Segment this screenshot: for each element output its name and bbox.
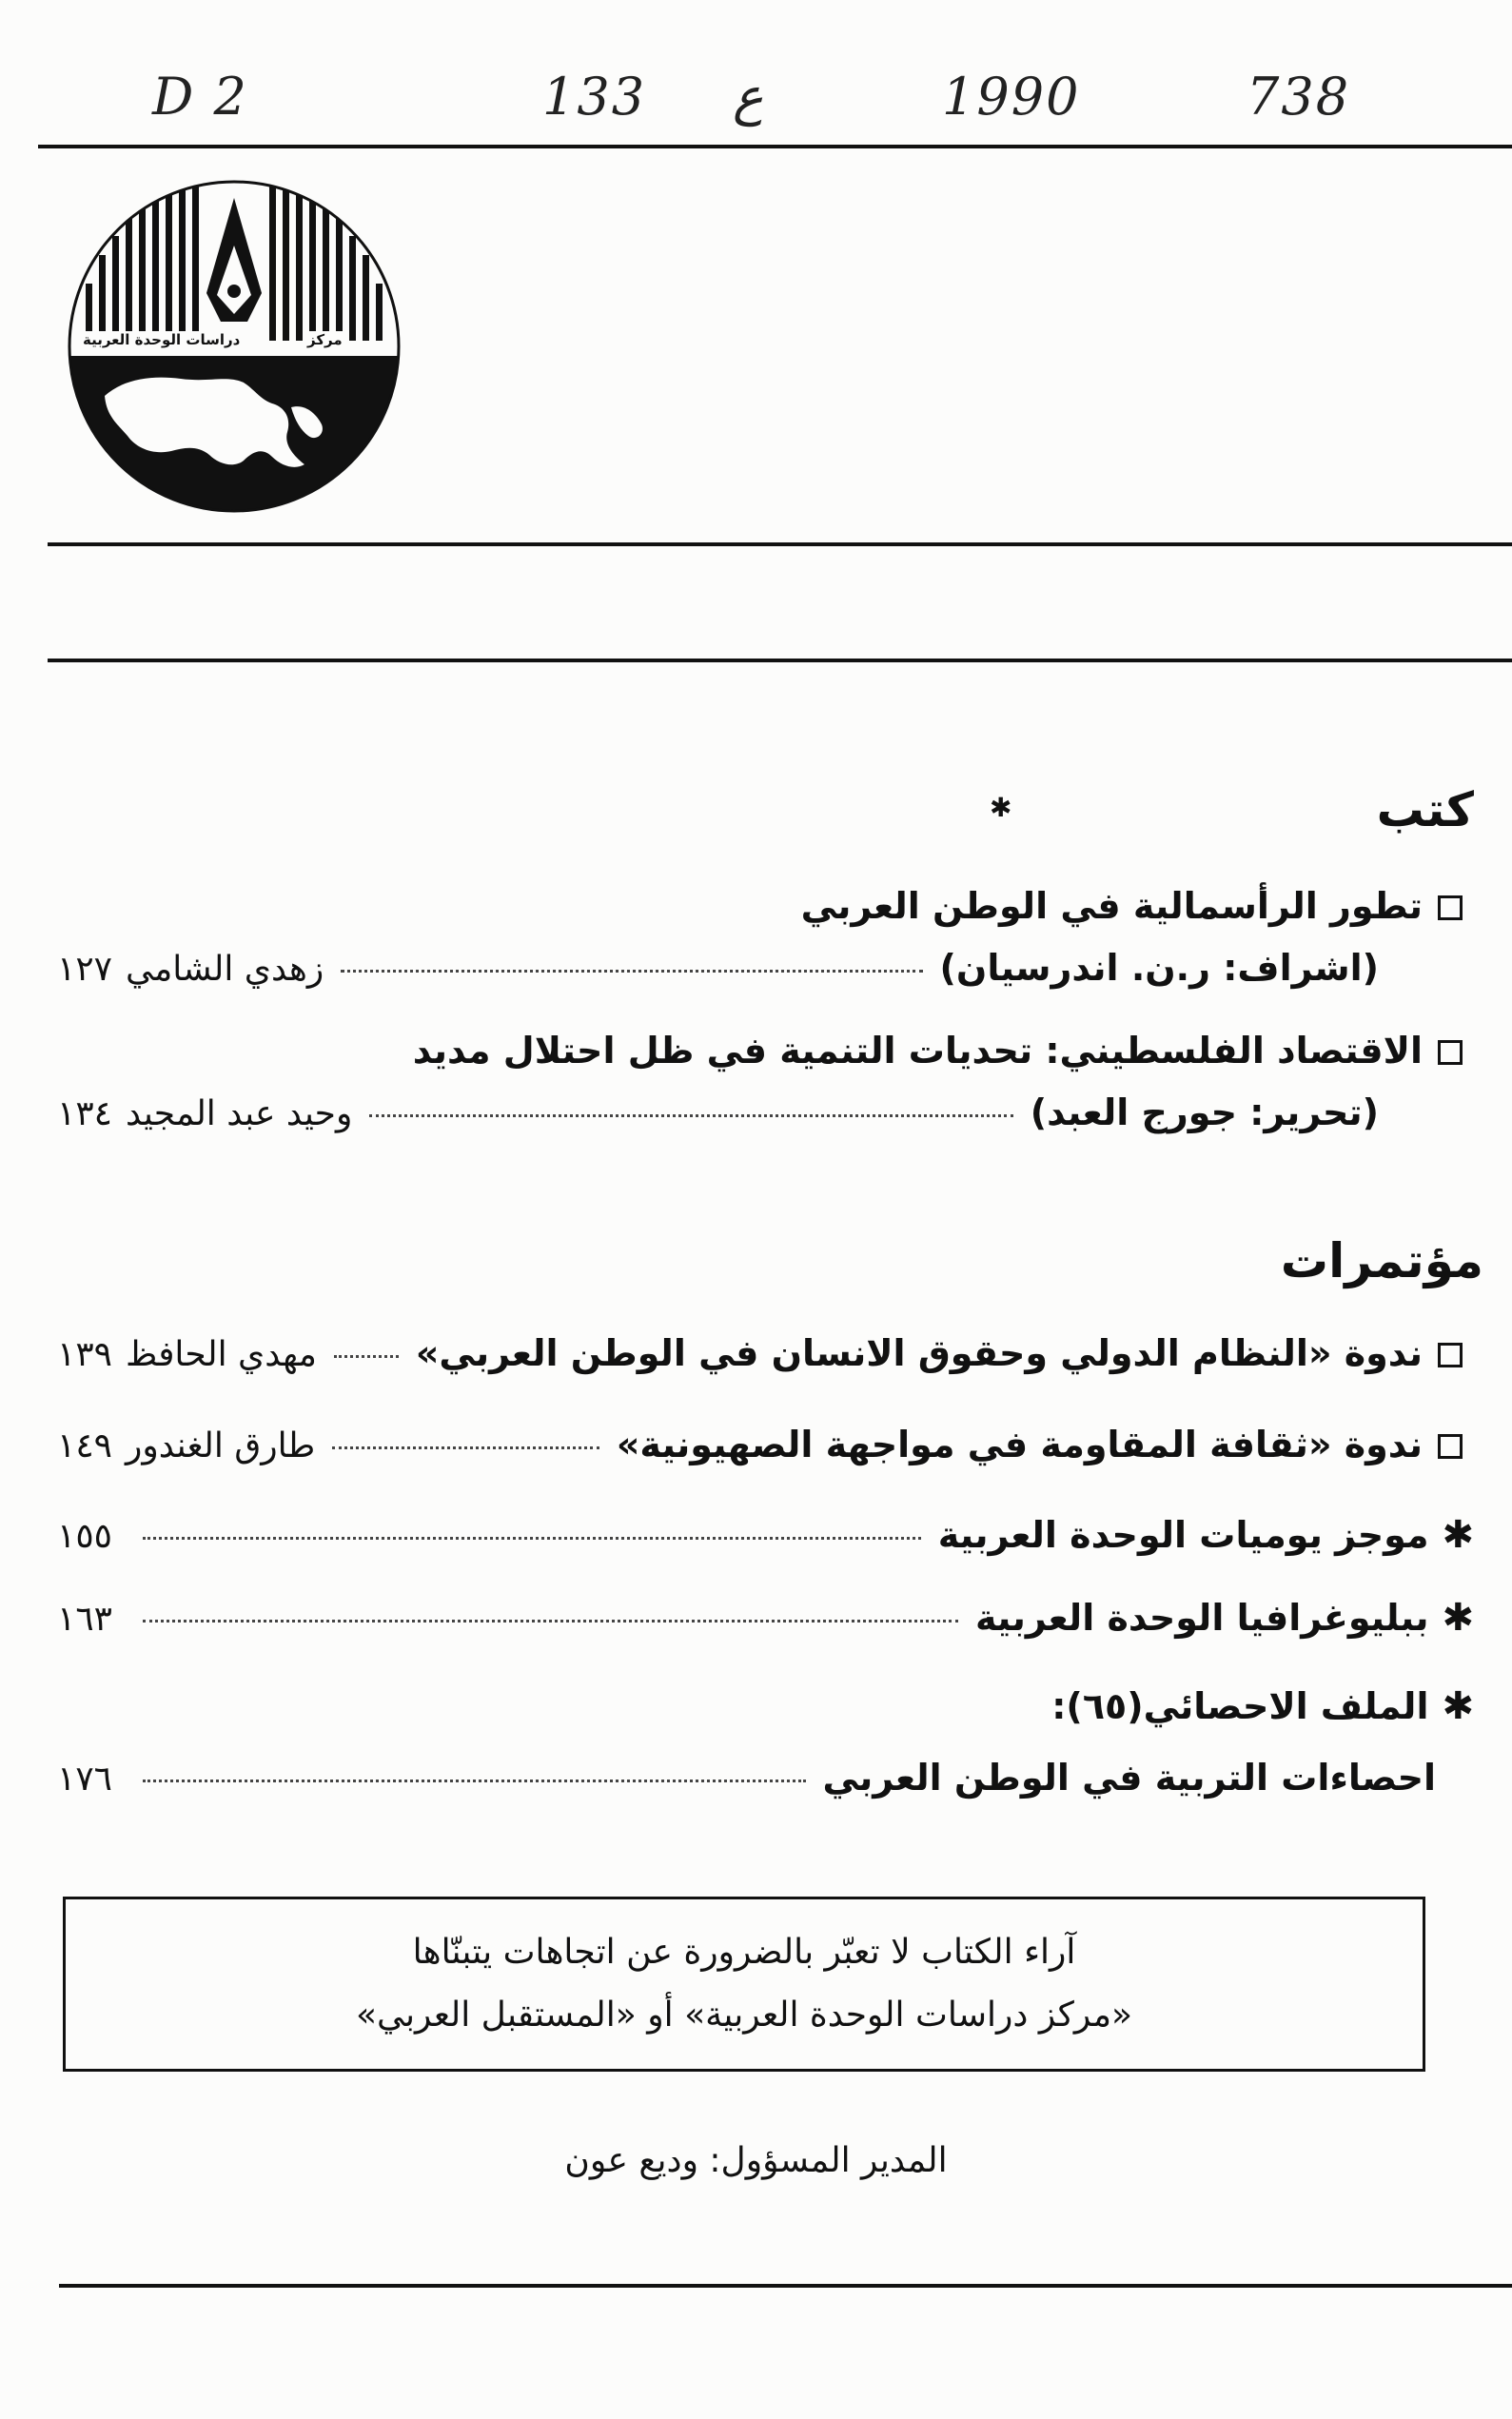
disclaimer-line-1: آراء الكتاب لا تعبّر بالضرورة عن اتجاهات يتبنّاها: [412, 1933, 1076, 1972]
book-1-page: ١٢٧: [57, 950, 113, 989]
book-1-title-row: [801, 885, 1463, 927]
top-rule: [38, 145, 1512, 148]
checkbox-icon: [1438, 1040, 1463, 1065]
checkbox-icon: [1438, 1343, 1463, 1367]
book-2-title: الاقتصاد الفلسطيني: تحديات التنمية في ظل احتلال مديد: [412, 1030, 1423, 1072]
conference-1-title: ندوة «النظام الدولي وحقوق الانسان في الوطن العربي»: [415, 1332, 1423, 1374]
asterisk-icon: ✱: [1442, 1513, 1474, 1557]
disclaimer-line-2: «مركز دراسات الوحدة العربية» أو «المستقبل العربي»: [355, 1996, 1133, 2035]
checkbox-icon: [1438, 1434, 1463, 1459]
book-2-title-row: [413, 1030, 1463, 1072]
asterisk-icon: ✱: [1442, 1684, 1474, 1728]
bottom-rule: [59, 2284, 1512, 2288]
handwritten-ref-2: 133: [542, 67, 647, 127]
logo-label-left: دراسات الوحدة العربية: [80, 331, 243, 348]
conference-2-title: ندوة «ثقافة المقاومة في مواجهة الصهيونية»: [616, 1424, 1423, 1465]
extra-1-title: موجز يوميات الوحدة العربية: [937, 1514, 1429, 1556]
managing-director: المدير المسؤول: وديع عون: [564, 2141, 948, 2180]
leader-dots: [341, 969, 922, 973]
book-2-editor: (تحرير: جورج العبد): [1030, 1092, 1379, 1133]
stat-file-title: الملف الاحصائي(٦٥):: [1051, 1685, 1429, 1727]
asterisk-icon: ✱: [1442, 1596, 1474, 1640]
section-heading-conferences: مؤتمرات: [1280, 1233, 1483, 1288]
conference-2-row: [57, 1424, 1463, 1465]
book-1-author: زهدي الشامي: [126, 950, 324, 989]
extra-1-row: [57, 1513, 1474, 1557]
extra-2-page: ١٦٣: [57, 1600, 113, 1639]
conference-1-row: [57, 1332, 1463, 1374]
handwritten-ref-1: D 2: [152, 67, 248, 127]
stat-file-page: ١٧٦: [57, 1760, 113, 1799]
center-logo: [67, 179, 402, 514]
star-mark: ✱: [990, 792, 1012, 823]
logo-label-right: مركز: [304, 331, 345, 348]
handwritten-ref-3: ع: [733, 67, 764, 127]
leader-dots: [143, 1619, 958, 1622]
stat-file-row: [1051, 1684, 1474, 1728]
book-1-entry-row: [57, 947, 1379, 989]
book-2-entry-row: [57, 1092, 1379, 1133]
conference-1-page: ١٣٩: [57, 1335, 113, 1374]
extra-2-title: ببليوغرافيا الوحدة العربية: [975, 1597, 1429, 1639]
rule-mid-1: [48, 542, 1512, 546]
book-1-title: تطور الرأسمالية في الوطن العربي: [800, 885, 1423, 927]
stat-file-subtitle: احصاءات التربية في الوطن العربي: [822, 1757, 1436, 1799]
extra-2-row: [57, 1596, 1474, 1640]
section-heading-books: كتب: [1376, 782, 1474, 837]
leader-dots: [334, 1354, 399, 1358]
stat-file-sub-row: [57, 1757, 1436, 1799]
extra-1-page: ١٥٥: [57, 1517, 113, 1556]
handwritten-ref-5: 738: [1247, 67, 1351, 127]
handwritten-ref-4: 1990: [942, 67, 1081, 127]
conference-2-author: طارق الغندور: [126, 1426, 316, 1465]
rule-mid-2: [48, 659, 1512, 662]
leader-dots: [143, 1536, 921, 1540]
conference-1-author: مهدي الحافظ: [126, 1335, 317, 1374]
book-2-author: وحيد عبد المجيد: [126, 1094, 353, 1133]
disclaimer-box: [63, 1897, 1425, 2072]
conference-2-page: ١٤٩: [57, 1426, 113, 1465]
leader-dots: [369, 1113, 1012, 1117]
book-1-editor: (اشراف: ر.ن. اندرسيان): [939, 947, 1379, 989]
book-2-page: ١٣٤: [57, 1094, 113, 1133]
leader-dots: [143, 1779, 806, 1782]
leader-dots: [332, 1446, 599, 1449]
checkbox-icon: [1438, 895, 1463, 920]
